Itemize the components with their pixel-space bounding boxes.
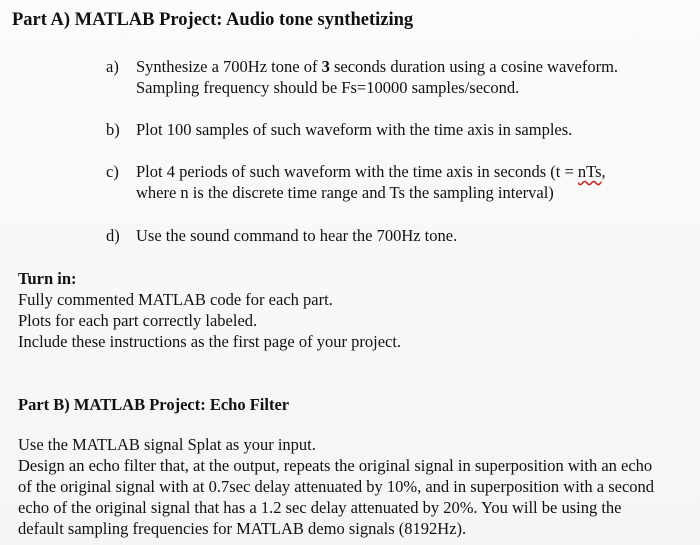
part-a-item-d	[106, 225, 686, 246]
item-label: a)	[106, 57, 119, 76]
part-a-item-a	[106, 56, 686, 98]
item-a-text-pre: Synthesize a 700Hz tone of	[136, 57, 322, 76]
turn-in-line: Include these instructions as the first page of your project.	[18, 332, 402, 351]
item-a-line1	[136, 56, 686, 77]
part-a-item-b	[106, 119, 686, 140]
item-label: c)	[106, 162, 119, 181]
item-b-line1: Plot 100 samples of such waveform with the time axis in samples.	[136, 120, 573, 139]
turn-in-section	[18, 268, 688, 352]
part-b-body	[18, 434, 688, 539]
item-a-duration: 3	[321, 57, 330, 76]
item-c-line2: where n is the discrete time range and Ts the sampling interval)	[136, 183, 554, 202]
part-a-item-c	[106, 161, 686, 203]
item-c-line1	[136, 161, 686, 182]
part-a-title: Part A) MATLAB Project: Audio tone synthetizing	[12, 10, 414, 30]
part-b-line: default sampling frequencies for MATLAB demo signals (8192Hz).	[18, 519, 467, 538]
item-label: d)	[106, 226, 120, 245]
turn-in-line: Fully commented MATLAB code for each part.	[18, 290, 333, 309]
part-b-line: Design an echo filter that, at the output, repeats the original signal in superposition with an echo	[18, 456, 653, 475]
turn-in-heading: Turn in:	[18, 269, 77, 288]
item-d-line1: Use the sound command to hear the 700Hz tone.	[136, 226, 458, 245]
part-b-line: Use the MATLAB signal Splat as your input.	[18, 435, 316, 454]
item-c-text-pre: Plot 4 periods of such waveform with the time axis in seconds (t =	[136, 162, 578, 181]
part-b-title: Part B) MATLAB Project: Echo Filter	[18, 395, 290, 414]
turn-in-line: Plots for each part correctly labeled.	[18, 311, 258, 330]
part-b-line: echo of the original signal that has a 1.2 sec delay attenuated by 20%. You will be using the	[18, 498, 622, 517]
part-b-line: of the original signal with at 0.7sec delay attenuated by 10%, and in superposition with a second	[18, 477, 655, 496]
item-label: b)	[106, 120, 120, 139]
item-c-formula: nTs	[577, 162, 602, 181]
item-a-text-post: seconds duration using a cosine waveform.	[329, 57, 619, 76]
item-a-line2: Sampling frequency should be Fs=10000 samples/second.	[136, 78, 520, 97]
item-c-text-post: ,	[601, 162, 606, 181]
